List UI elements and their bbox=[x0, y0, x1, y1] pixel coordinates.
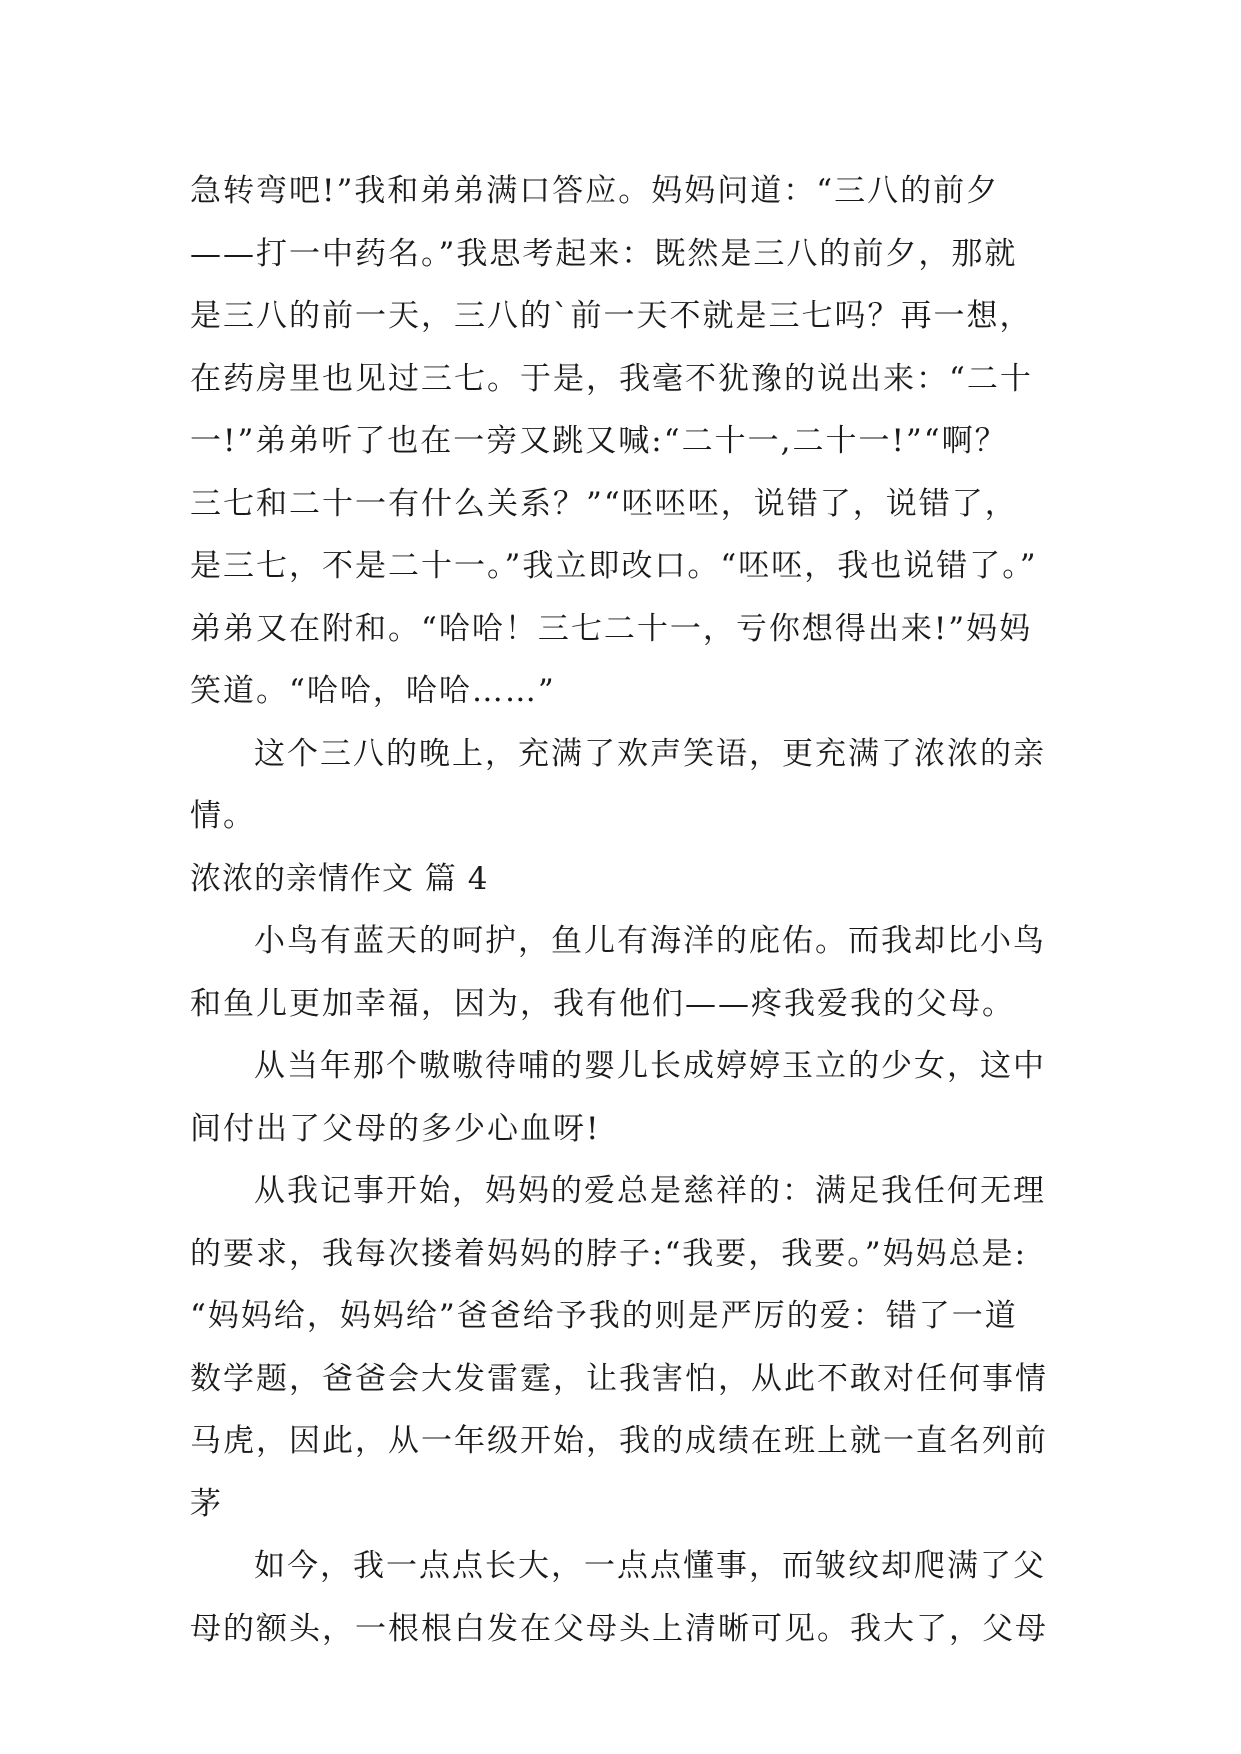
text-line: 弟弟又在附和。“哈哈！三七二十一，亏你想得出来!”妈妈 bbox=[190, 610, 1033, 647]
text-line: 数学题，爸爸会大发雷霆，让我害怕，从此不敢对任何事情 bbox=[190, 1360, 1048, 1397]
text-line: 的要求，我每次搂着妈妈的脖子:“我要，我要。”妈妈总是: bbox=[190, 1235, 1028, 1272]
text-line: 母的额头，一根根白发在父母头上清晰可见。我大了，父母 bbox=[190, 1610, 1048, 1647]
paragraph-start-line: 小鸟有蓝天的呵护，鱼儿有海洋的庇佑。而我却比小鸟 bbox=[254, 923, 1046, 959]
section-heading: 浓浓的亲情作文 篇 4 bbox=[190, 860, 489, 897]
text-line: 急转弯吧!”我和弟弟满口答应。妈妈问道：“三八的前夕 bbox=[190, 173, 1000, 209]
text-line: 三七和二十一有什么关系？”“呸呸呸，说错了，说错了， bbox=[190, 485, 1018, 522]
paragraph-start-line: 从当年那个嗷嗷待哺的婴儿长成婷婷玉立的少女，这中 bbox=[254, 1048, 1046, 1084]
text-line: 情。 bbox=[190, 798, 256, 834]
text-line: 在药房里也见过三七。于是，我毫不犹豫的说出来：“二十 bbox=[190, 360, 1033, 397]
text-line: 是三七，不是二十一。”我立即改口。“呸呸，我也说错了。” bbox=[190, 548, 1038, 584]
text-line: 马虎，因此，从一年级开始，我的成绩在班上就一直名列前 bbox=[190, 1423, 1048, 1459]
text-line: 间付出了父母的多少心血呀! bbox=[190, 1110, 601, 1147]
paragraph-start-line: 如今，我一点点长大，一点点懂事，而皱纹却爬满了父 bbox=[254, 1548, 1046, 1584]
text-line: 和鱼儿更加幸福，因为，我有他们——疼我爱我的父母。 bbox=[190, 985, 1015, 1022]
text-line: 笑道。“哈哈，哈哈……” bbox=[190, 673, 556, 709]
text-line: “妈妈给，妈妈给”爸爸给予我的则是严厉的爱：错了一道 bbox=[190, 1298, 1018, 1334]
text-line: 一!”弟弟听了也在一旁又跳又喊:“二十一,二十一!”“啊？ bbox=[190, 423, 1008, 459]
paragraph-start-line: 这个三八的晚上，充满了欢声笑语，更充满了浓浓的亲 bbox=[254, 735, 1046, 772]
text-line: ——打一中药名。”我思考起来：既然是三八的前夕，那就 bbox=[190, 235, 1018, 272]
paragraph-start-line: 从我记事开始，妈妈的爱总是慈祥的：满足我任何无理 bbox=[254, 1173, 1046, 1209]
text-line: 茅 bbox=[190, 1485, 223, 1522]
text-line: 是三八的前一天，三八的`前一天不就是三七吗？再一想， bbox=[190, 298, 1033, 334]
article-body bbox=[190, 160, 1060, 1660]
